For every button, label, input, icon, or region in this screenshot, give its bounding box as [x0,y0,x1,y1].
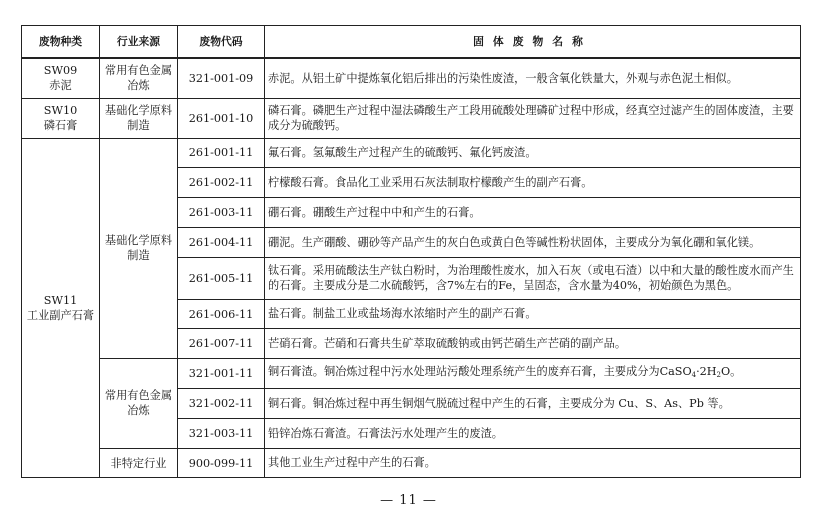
waste-code-cell: 321-001-09 [178,58,265,98]
header-waste-name: 固体废物名称 [265,26,801,59]
waste-name-cell [265,359,801,389]
waste-type-cell [22,138,100,478]
solid-waste-table [21,25,801,478]
formula-text: 铜石膏渣。铜冶炼过程中污水处理站污酸处理系统产生的废弃石膏，主要成分为CaSO [268,364,692,378]
waste-type-code: SW10 [43,104,78,117]
waste-name-cell: 钛石膏。采用硫酸法生产钛白粉时，为治理酸性废水，加入石灰（或电石渣）以中和大量的酸性废水而产生的石膏。主要成分是二水硫酸钙，含7%左右的Fe，呈固态，含水量为40%，初始颜色为黑色。 [265,257,801,299]
waste-type-code: SW11 [43,293,78,307]
waste-name-cell: 磷石膏。磷肥生产过程中湿法磷酸生产工段用硫酸处理磷矿过程中形成，经真空过滤产生的固体废渣，主要成分为硫酸钙。 [265,98,801,138]
table-row [22,138,801,168]
formula-text: O。 [721,364,742,378]
waste-code-cell: 900-099-11 [178,448,265,478]
page-number: — 11 — [380,493,437,508]
table-header-row [22,26,801,59]
formula-subscript: 2 [716,370,722,379]
waste-name-cell: 铅锌冶炼石膏渣。石膏法污水处理产生的废渣。 [265,418,801,448]
header-waste-type: 废物种类 [22,26,100,59]
industry-source-cell: 常用有色金属冶炼 [100,359,178,448]
waste-code-cell: 261-006-11 [178,299,265,329]
waste-type-name: 磷石膏 [43,119,78,132]
formula-subscript: 4 [691,370,697,379]
waste-name-cell: 柠檬酸石膏。食品化工业采用石灰法制取柠檬酸产生的副产石膏。 [265,168,801,198]
waste-code-cell: 261-005-11 [178,257,265,299]
waste-name-cell: 氟石膏。氢氟酸生产过程产生的硫酸钙、氟化钙废渣。 [265,138,801,168]
waste-type-name: 工业副产石膏 [26,308,95,322]
table-row [22,58,801,98]
waste-name-cell: 盐石膏。制盐工业或盐场海水浓缩时产生的副产石膏。 [265,299,801,329]
waste-name-cell: 赤泥。从铝土矿中提炼氧化铝后排出的污染性废渣，一般含氧化铁量大，外观与赤色泥土相似。 [265,58,801,98]
waste-type-cell [22,58,100,98]
industry-source-cell: 基础化学原料制造 [100,98,178,138]
waste-name-cell: 芒硝石膏。芒硝和石膏共生矿萃取硫酸钠或由钙芒硝生产芒硝的副产品。 [265,329,801,359]
waste-code-cell: 321-001-11 [178,359,265,389]
waste-code-cell: 321-002-11 [178,389,265,419]
header-industry-source: 行业来源 [100,26,178,59]
waste-name-cell: 硼石膏。硼酸生产过程中中和产生的石膏。 [265,198,801,228]
table-row [22,448,801,478]
waste-code-cell: 261-002-11 [178,168,265,198]
waste-name-cell: 其他工业生产过程中产生的石膏。 [265,448,801,478]
header-waste-code: 废物代码 [178,26,265,59]
waste-name-cell: 硼泥。生产硼酸、硼砂等产品产生的灰白色或黄白色等碱性粉状固体，主要成分为氧化硼和氧化镁。 [265,227,801,257]
waste-type-cell [22,98,100,138]
table-row [22,359,801,389]
waste-name-cell: 铜石膏。铜冶炼过程中再生铜烟气脱硫过程中产生的石膏，主要成分为 Cu、S、As、Pb 等。 [265,389,801,419]
waste-code-cell: 261-003-11 [178,198,265,228]
waste-code-cell: 261-001-11 [178,138,265,168]
formula-text: ·2H [696,364,717,378]
waste-code-cell: 321-003-11 [178,418,265,448]
waste-type-name: 赤泥 [49,79,72,93]
industry-source-cell: 基础化学原料制造 [100,138,178,359]
waste-code-cell: 261-001-10 [178,98,265,138]
waste-code-cell: 261-007-11 [178,329,265,359]
waste-type-code: SW09 [43,64,78,78]
waste-code-cell: 261-004-11 [178,227,265,257]
industry-source-cell: 非特定行业 [100,448,178,478]
industry-source-cell: 常用有色金属冶炼 [100,58,178,98]
table-row [22,98,801,138]
